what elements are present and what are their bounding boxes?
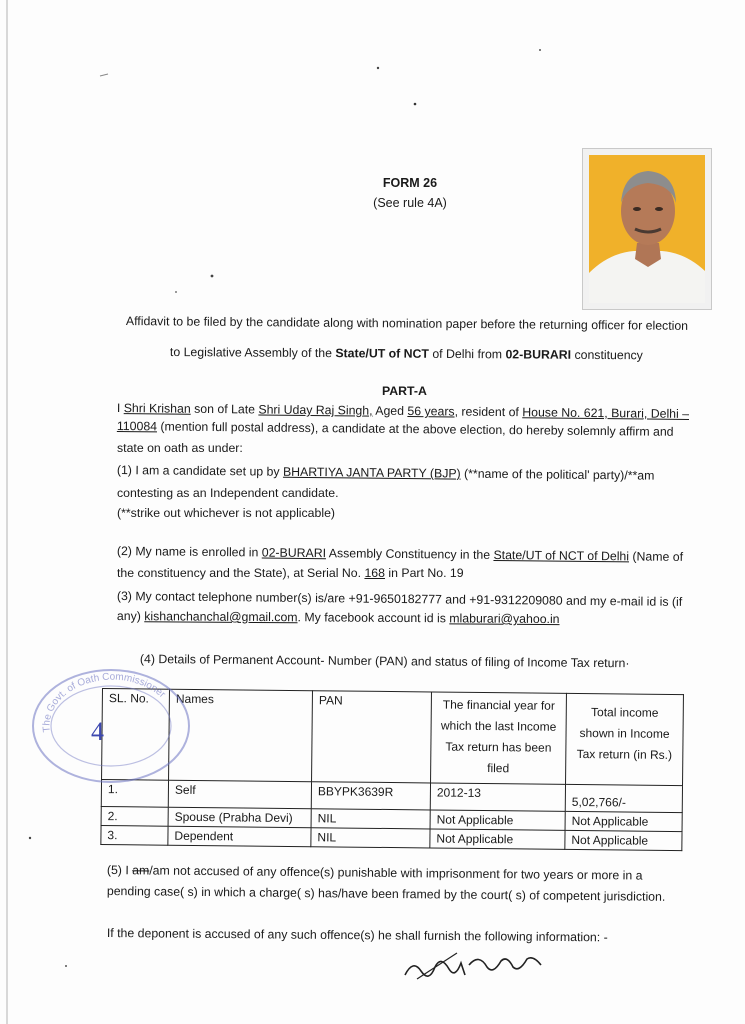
header-ti-line: Total income <box>591 705 659 720</box>
serial-number: 168 <box>364 566 385 580</box>
item-1-line-2: contesting as an Independent candidate. <box>117 486 339 500</box>
intro-constituency: 02-BURARI <box>505 347 572 362</box>
item-2-text: (2) My name is enrolled in <box>116 543 262 560</box>
para-text: I <box>116 400 124 416</box>
para-intro-line-3: state on oath as under: <box>117 441 243 455</box>
item-2-constituency: 02-BURARI <box>261 545 327 561</box>
header-pan: PAN <box>312 691 432 783</box>
header-sl: SL. No. <box>102 689 170 781</box>
item-5-text: /am not accused of any offence(s) punishable with imprisonment for two years or more in a <box>149 863 643 883</box>
cell-name: Dependent <box>168 826 311 846</box>
header-ti-line: Tax return (in Rs.) <box>576 746 673 762</box>
item-2-state: State/UT of NCT of Delhi <box>493 547 630 564</box>
intro-state: State/UT of NCT <box>335 346 430 361</box>
cell-pan: BBYPK3639R <box>311 782 430 810</box>
para-text: Aged <box>372 403 408 419</box>
father-name: Shri Uday Raj Singh, <box>258 402 373 418</box>
cell-fy: Not Applicable <box>430 810 565 830</box>
header-fy-line: Tax return has been <box>445 739 552 755</box>
footer-text: If the deponent is accused of any such offence(s) he shall furnish the following information: - <box>106 925 608 945</box>
item-3-text: . My facebook account id is <box>297 610 450 626</box>
header-fy-line: which the last Income <box>440 718 557 734</box>
address-line-1: House No. 621, Burari, Delhi – <box>522 405 690 421</box>
intro-line-1: Affidavit to be filed by the candidate along with nomination paper before the returning officer for election <box>125 313 689 333</box>
stamp-text: The Govt. of Oath Commissioner <box>41 671 168 733</box>
item-1-note: (**strike out whichever is not applicable) <box>117 506 336 520</box>
intro-text-a: to Legislative Assembly of the <box>169 344 336 361</box>
item-5-line-2: pending case( s) in which a charge( s) has/have been framed by the court( s) of competent jurisdiction. <box>106 883 666 904</box>
form-title: FORM 26 <box>382 176 438 190</box>
cell-pan: NIL <box>311 809 430 829</box>
struck-word: am <box>132 863 150 878</box>
address-pin: 110084 <box>116 418 158 434</box>
cell-fy: Not Applicable <box>430 829 565 849</box>
header-names: Names <box>169 689 313 781</box>
para-text: , resident of <box>454 404 523 420</box>
intro-text-c: constituency <box>571 347 643 363</box>
part-heading: PART-A <box>382 384 427 398</box>
cell-income: Not Applicable <box>565 830 682 850</box>
item-2-text: Assembly Constituency in the <box>325 546 494 562</box>
header-ti-line: shown in Income <box>579 726 670 741</box>
deponent-name: Shri Krishan <box>123 401 191 416</box>
para-text: (mention full postal address), a candidate at the above election, do hereby solemnly affirm and <box>156 419 674 439</box>
cell-income: 5,02,766/- <box>565 784 682 812</box>
item-2-text: (Name of <box>628 549 684 564</box>
party-name: BHARTIYA JANTA PARTY (BJP) <box>282 464 461 481</box>
cell-sl: 1. <box>101 780 168 808</box>
item-2-text: in Part No. 19 <box>384 566 464 580</box>
item-1-text: (**name of the political' party)/**am <box>460 466 655 483</box>
facebook-id: mlaburari@yahoo.in <box>449 611 560 627</box>
stamp-initial: 4 <box>91 717 104 746</box>
item-3-text: any) <box>116 609 145 624</box>
cell-pan: NIL <box>311 828 430 848</box>
form-rule: (See rule 4A) <box>373 196 447 210</box>
cell-name: Self <box>168 780 311 808</box>
deponent-age: 56 years <box>407 404 455 419</box>
cell-sl: 3. <box>101 825 168 845</box>
item-3-line-1: (3) My contact telephone number(s) is/are +91-9650182777 and +91-9312209080 and my e-mail id is (if <box>116 588 683 609</box>
cell-sl: 2. <box>101 806 168 826</box>
header-fy-line: The financial year for <box>442 697 555 713</box>
item-4-text: (4) Details of Permanent Account- Number (PAN) and status of filing of Income Tax return· <box>139 651 630 671</box>
para-text: son of Late <box>190 401 259 417</box>
intro-text-b: of Delhi from <box>428 346 506 362</box>
email-address: kishanchanchal@gmail.com <box>144 609 298 625</box>
item-5-text: (5) I <box>106 862 133 878</box>
cell-income: Not Applicable <box>565 811 682 831</box>
header-fy-line: filed <box>487 761 510 776</box>
item-2-text: the constituency and the State), at Serial No. <box>117 566 365 580</box>
cell-name: Spouse (Prabha Devi) <box>168 807 311 827</box>
cell-fy: 2012-13 <box>430 783 565 811</box>
item-1-text: (1) I am a candidate set up by <box>116 462 284 479</box>
